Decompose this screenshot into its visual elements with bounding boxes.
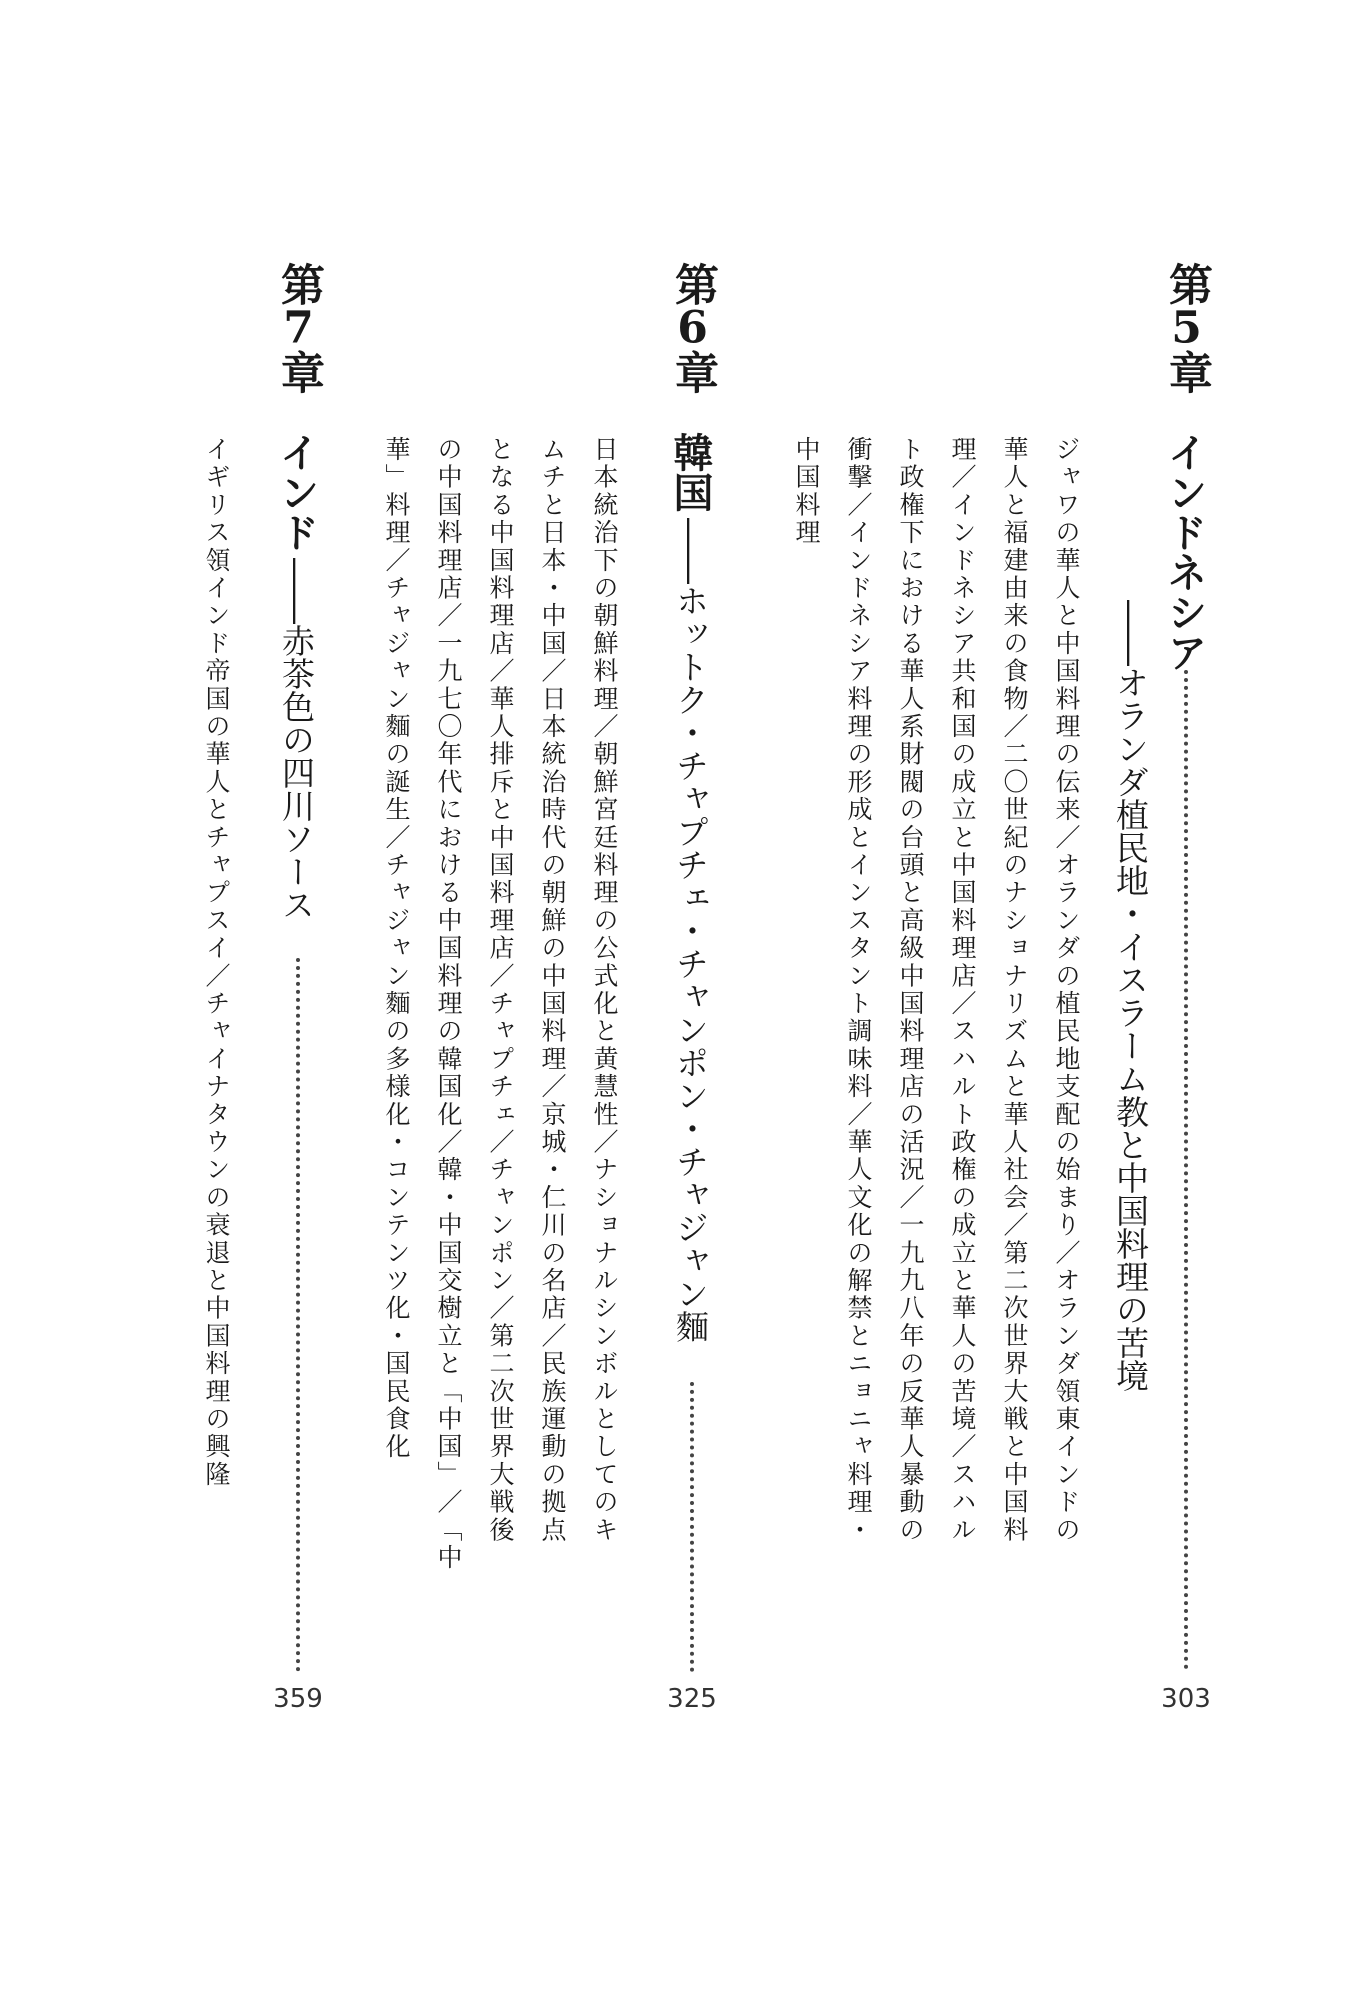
chapter-6-subtitle: ――ホットク・チャプチェ・チャンポン・チャジャン麵: [671, 518, 710, 1343]
chapter-6-line-5: 華」料理／チャジャン麵の誕生／チャジャン麵の多様化・コンテンツ化・国民食化: [382, 436, 411, 1461]
chapter-7-leader-dots: [296, 958, 304, 1672]
chapter-5-line-5: 衝撃／インドネシア料理の形成とインスタント調味料／華人文化の解禁とニョニャ料理・: [844, 436, 873, 1544]
chapter-6-page-number[interactable]: 325: [667, 1684, 717, 1714]
chapter-6-line-2: ムチと日本・中国／日本統治時代の朝鮮の中国料理／京城・仁川の名店／民族運動の拠点: [538, 436, 567, 1544]
chapter-6-title[interactable]: 韓国: [667, 432, 714, 512]
chapter-6-line-1: 日本統治下の朝鮮料理／朝鮮宮廷料理の公式化と黄慧性／ナショナルシンボルとしてのキ: [590, 436, 619, 1544]
chapter-6-line-4: の中国料理店／一九七〇年代における中国料理の韓国化／韓・中国交樹立と「中国」／「中: [434, 436, 463, 1572]
chapter-5-line-1: ジャワの華人と中国料理の伝来／オランダの植民地支配の始まり／オランダ領東インドの: [1052, 436, 1081, 1544]
chapter-7-label: 第7章: [273, 262, 324, 394]
chapter-7-subtitle: ――赤茶色の四川ソース: [277, 558, 316, 921]
chapter-7-page-number[interactable]: 359: [273, 1684, 323, 1714]
chapter-5-line-2: 華人と福建由来の食物／二〇世紀のナショナリズムと華人社会／第二次世界大戦と中国料: [1000, 436, 1029, 1544]
chapter-5-title[interactable]: インドネシア: [1161, 432, 1208, 672]
chapter-6-leader-dots: [690, 1382, 698, 1672]
chapter-7-line-1: イギリス領インド帝国の華人とチャプスイ／チャイナタウンの衰退と中国料理の興隆: [202, 436, 231, 1489]
chapter-5-subtitle: ――オランダ植民地・イスラーム教と中国料理の苦境: [1111, 600, 1150, 1392]
chapter-5-line-4: ト政権下における華人系財閥の台頭と高級中国料理店の活況／一九九八年の反華人暴動の: [896, 436, 925, 1544]
chapter-5-page-number[interactable]: 303: [1161, 1684, 1211, 1714]
chapter-5-line-6: 中国料理: [792, 436, 821, 547]
chapter-5-label: 第5章: [1161, 262, 1212, 394]
chapter-6-label: 第6章: [667, 262, 718, 394]
chapter-5-line-3: 理／インドネシア共和国の成立と中国料理店／スハルト政権の成立と華人の苦境／スハル: [948, 436, 977, 1544]
chapter-7-title[interactable]: インド: [273, 432, 320, 552]
chapter-5-leader-dots: [1184, 670, 1192, 1670]
chapter-6-line-3: となる中国料理店／華人排斥と中国料理店／チャプチェ／チャンポン／第二次世界大戦後: [486, 436, 515, 1544]
